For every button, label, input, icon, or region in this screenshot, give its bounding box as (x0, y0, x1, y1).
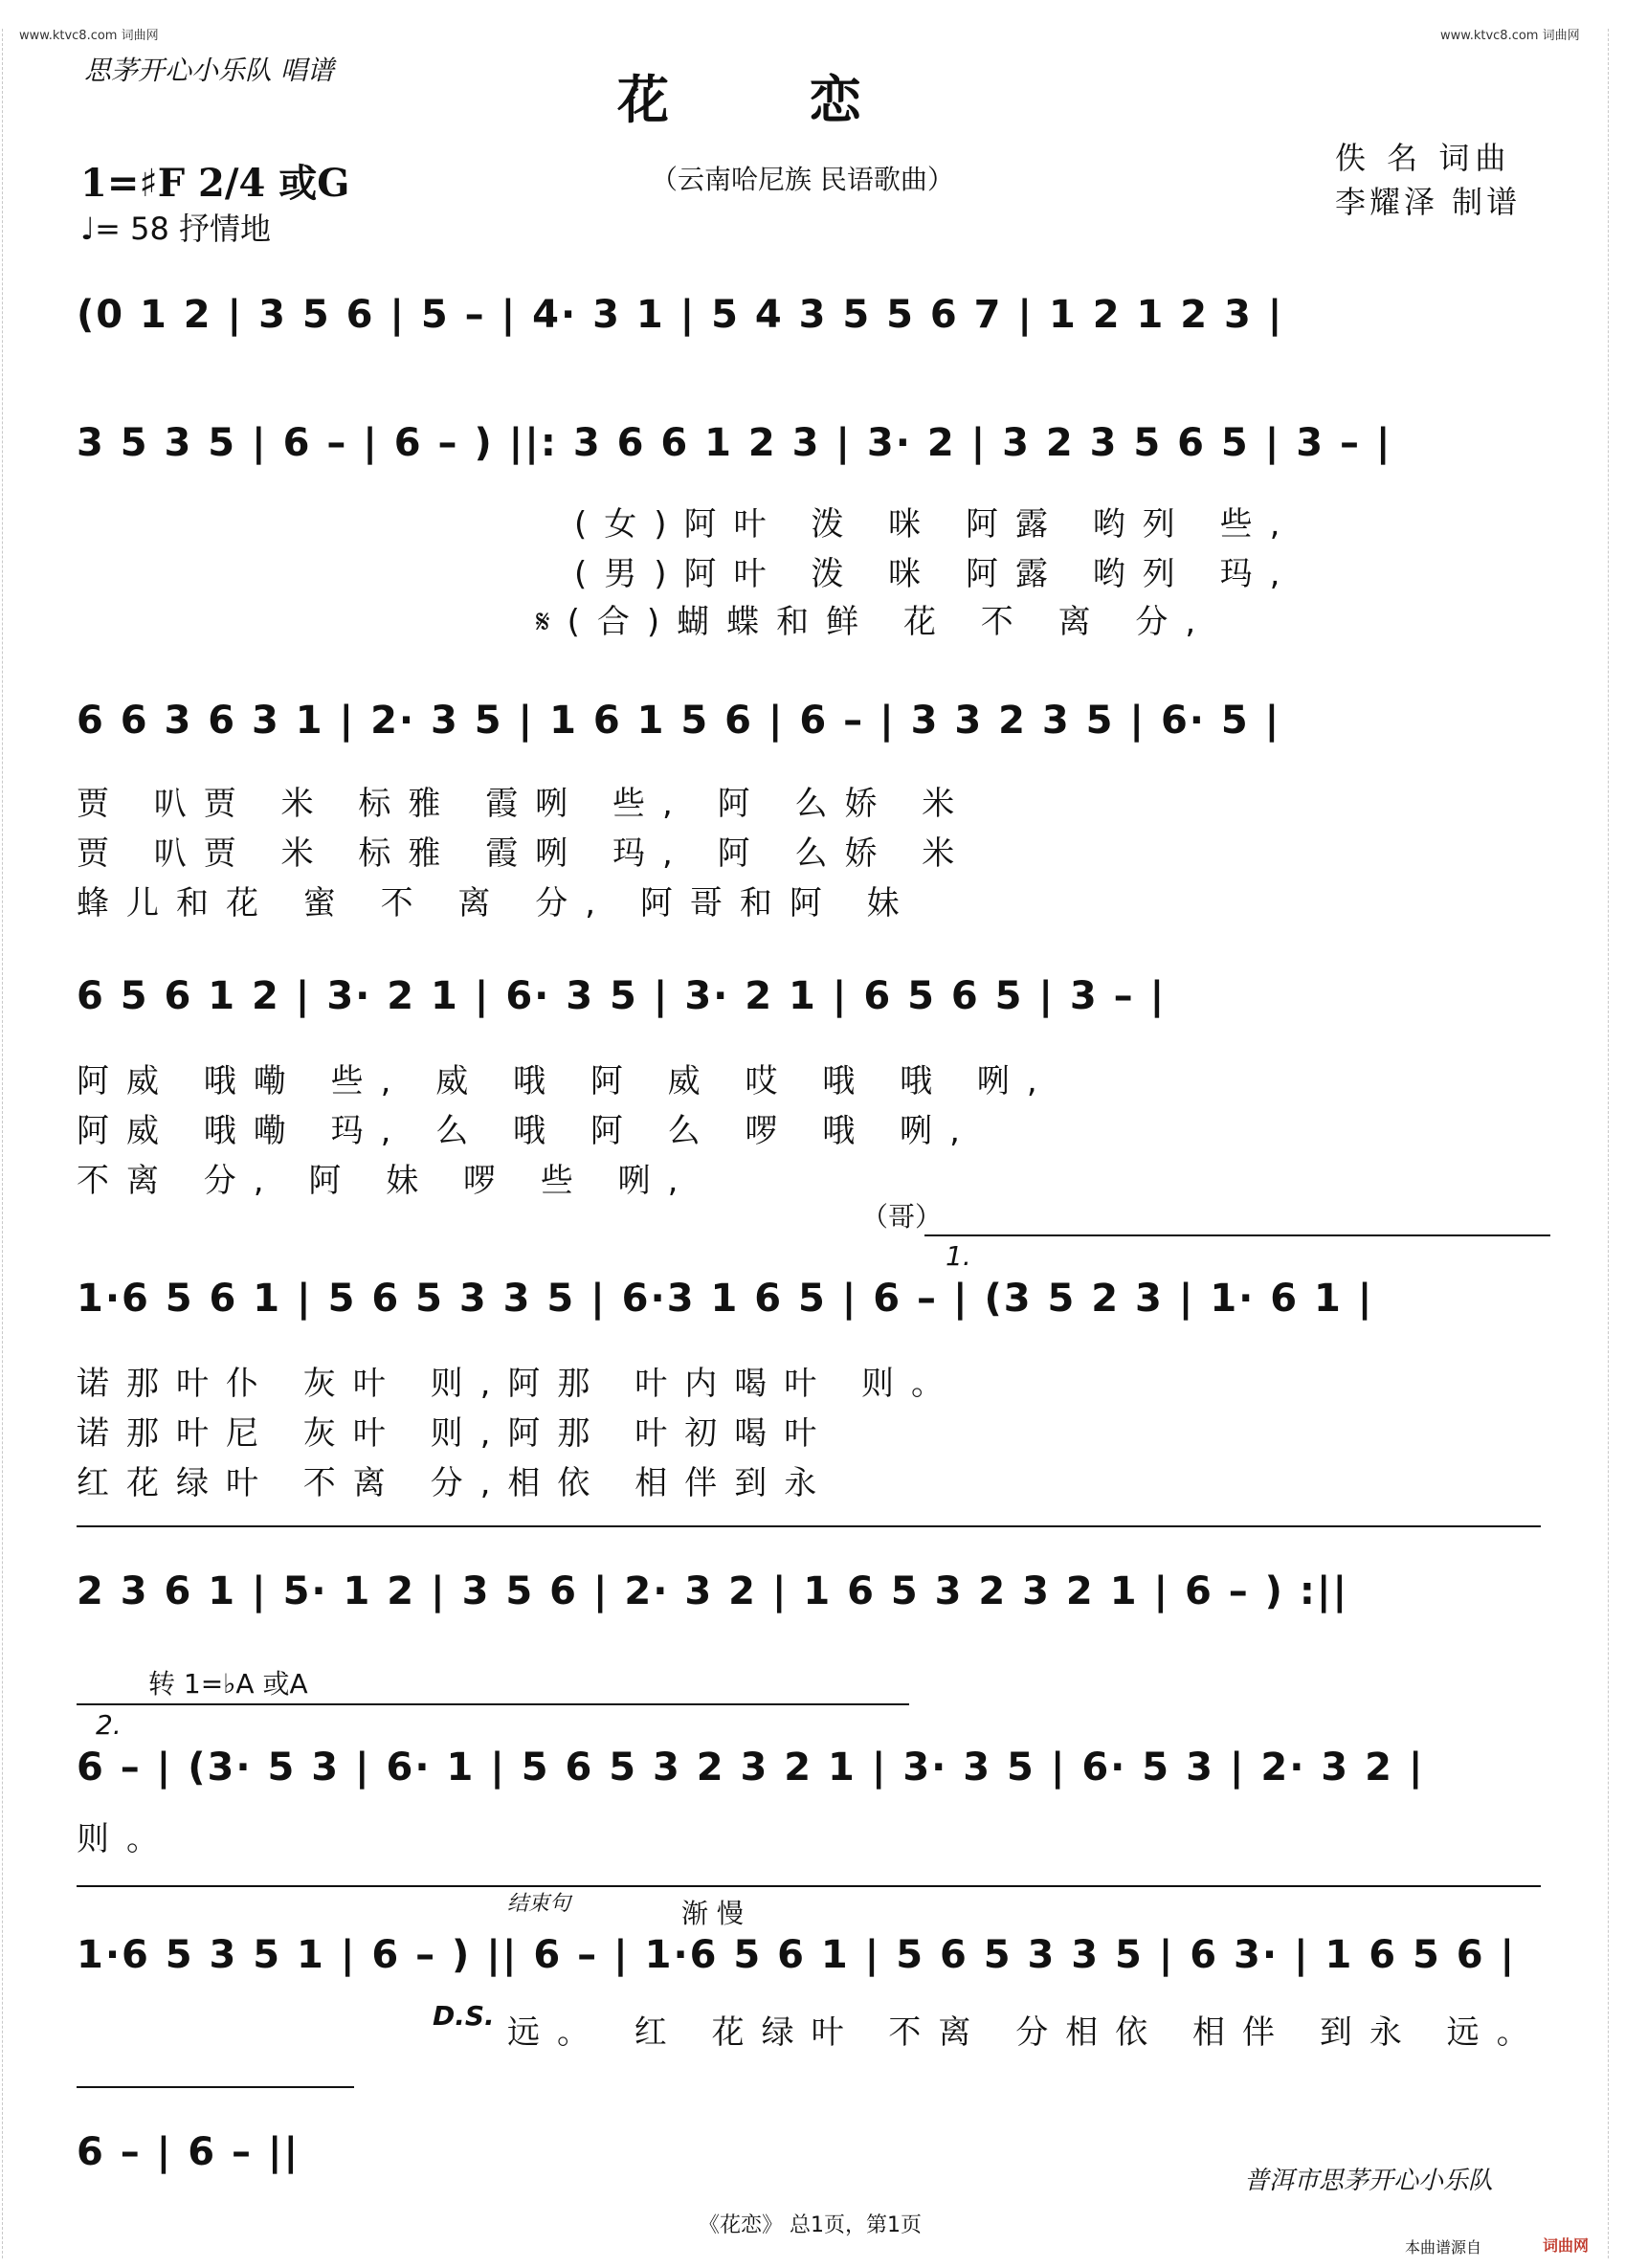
credit-lyrics: 佚 名 词曲 (1335, 140, 1512, 176)
role-note: （哥） (861, 1201, 943, 1233)
volta-bracket-1 (924, 1234, 1550, 1236)
lyric-line-3-verse-3: 蜂儿和花 蜜 不 离 分, 阿哥和阿 妹 (77, 884, 917, 923)
key-signature: 1=♯F 2/4 或G (80, 161, 350, 206)
lyric-line-7: 则。 (77, 1820, 176, 1858)
left-margin-strip (2, 29, 16, 2258)
volta-bracket-continuation (77, 1525, 1541, 1527)
volta-bracket-2 (77, 1703, 909, 1705)
final-tie-line (77, 2086, 354, 2088)
ending-bracket (77, 1885, 1541, 1887)
credit-score: 李耀泽 制谱 (1335, 184, 1522, 220)
arranger-band: 思茅开心小乐队 唱谱 (84, 55, 334, 86)
score-line-9: 6 – | 6 – || (77, 2130, 301, 2174)
lyric-line-2-verse-2: (男)阿叶 泼 咪 阿露 哟列 玛, (574, 555, 1298, 593)
subtitle: （云南哈尼族 民语歌曲） (651, 164, 954, 195)
lyric-line-4-verse-1: 阿威 哦嘞 些, 威 哦 阿 威 哎 哦 哦 咧, (77, 1062, 1055, 1101)
volta-label-2: 2. (96, 1709, 122, 1741)
lyric-line-3-verse-2: 贾 叭贾 米 标雅 霞咧 玛, 阿 么娇 米 (77, 834, 972, 873)
lyric-line-5-verse-3: 红花绿叶 不离 分,相依 相伴到永 (77, 1464, 835, 1502)
score-line-6: 2 3 6 1 | 5· 1 2 | 3 5 6 | 2· 3 2 | 1 6 5 3 2 3 2 1 | 6 – ) :|| (77, 1569, 1349, 1613)
lyric-line-2-verse-1: (女)阿叶 泼 咪 阿露 哟列 些, (574, 505, 1298, 544)
tempo-change-mark: 渐 慢 (681, 1898, 744, 1929)
tempo-marking: ♩= 58 抒情地 (80, 211, 271, 247)
dal-segno-mark: D.S. (433, 2000, 495, 2032)
lyric-line-5-verse-1: 诺那叶仆 灰叶 则,阿那 叶内喝叶 则。 (77, 1365, 962, 1403)
score-line-5: 1·6 5 6 1 | 5 6 5 3 3 5 | 6·3 1 6 5 | 6 – | (3 5 2 3 | 1· 6 1 | (77, 1277, 1374, 1321)
footer-band: 普洱市思茅开心小乐队 (1244, 2167, 1494, 2195)
ending-label: 结束句 (507, 1892, 571, 1916)
lyric-line-2-verse-3: 𝄋(合)蝴蝶和鲜 花 不 离 分, (536, 603, 1213, 641)
site-watermark-right: www.ktvc8.com 词曲网 (1440, 29, 1580, 43)
right-margin-strip (1608, 29, 1622, 2258)
lyric-line-4-verse-2: 阿威 哦嘞 玛, 么 哦 阿 么 啰 哦 咧, (77, 1112, 977, 1150)
score-line-7: 6 – | (3· 5 3 | 6· 1 | 5 6 5 3 2 3 2 1 | 3· 3 5 | 6· 5 3 | 2· 3 2 | (77, 1745, 1425, 1790)
lyric-line-5-verse-2: 诺那叶尼 灰叶 则,阿那 叶初喝叶 (77, 1414, 835, 1453)
score-line-8: 1·6 5 3 5 1 | 6 – ) || 6 – | 1·6 5 6 1 | 5 6 5 3 3 5 | 6 3· | 1 6 5 6 | (77, 1933, 1517, 1977)
score-line-3: 6 6 3 6 3 1 | 2· 3 5 | 1 6 1 5 6 | 6 – | 3 3 2 3 5 | 6· 5 | (77, 699, 1281, 743)
source-brand-logo: 词曲网 (1543, 2236, 1590, 2255)
lyric-line-4-verse-3: 不离 分, 阿 妹 啰 些 咧, (77, 1162, 696, 1200)
volta-label-1: 1. (946, 1240, 971, 1272)
score-line-1: (0 1 2 | 3 5 6 | 5 – | 4· 3 1 | 5 4 3 5 5 6 7 | 1 2 1 2 3 | (77, 293, 1284, 337)
site-watermark-left: www.ktvc8.com 词曲网 (19, 29, 159, 43)
page-title: 花 恋 (617, 69, 865, 130)
page-number: 《花恋》 总1页，第1页 (699, 2213, 922, 2237)
lyric-line-3-verse-1: 贾 叭贾 米 标雅 霞咧 些, 阿 么娇 米 (77, 785, 972, 823)
lyric-line-8: 远。 红 花绿叶 不离 分相依 相伴 到永 远。 (507, 2013, 1547, 2052)
score-line-4: 6 5 6 1 2 | 3· 2 1 | 6· 3 5 | 3· 2 1 | 6 5 6 5 | 3 – | (77, 974, 1167, 1018)
modulation-mark: 转 1=♭A 或A (148, 1668, 308, 1700)
source-label: 本曲谱源自 (1405, 2238, 1482, 2257)
score-line-2: 3 5 3 5 | 6 – | 6 – ) ||: 3 6 6 1 2 3 | 3· 2 | 3 2 3 5 6 5 | 3 – | (77, 421, 1392, 465)
